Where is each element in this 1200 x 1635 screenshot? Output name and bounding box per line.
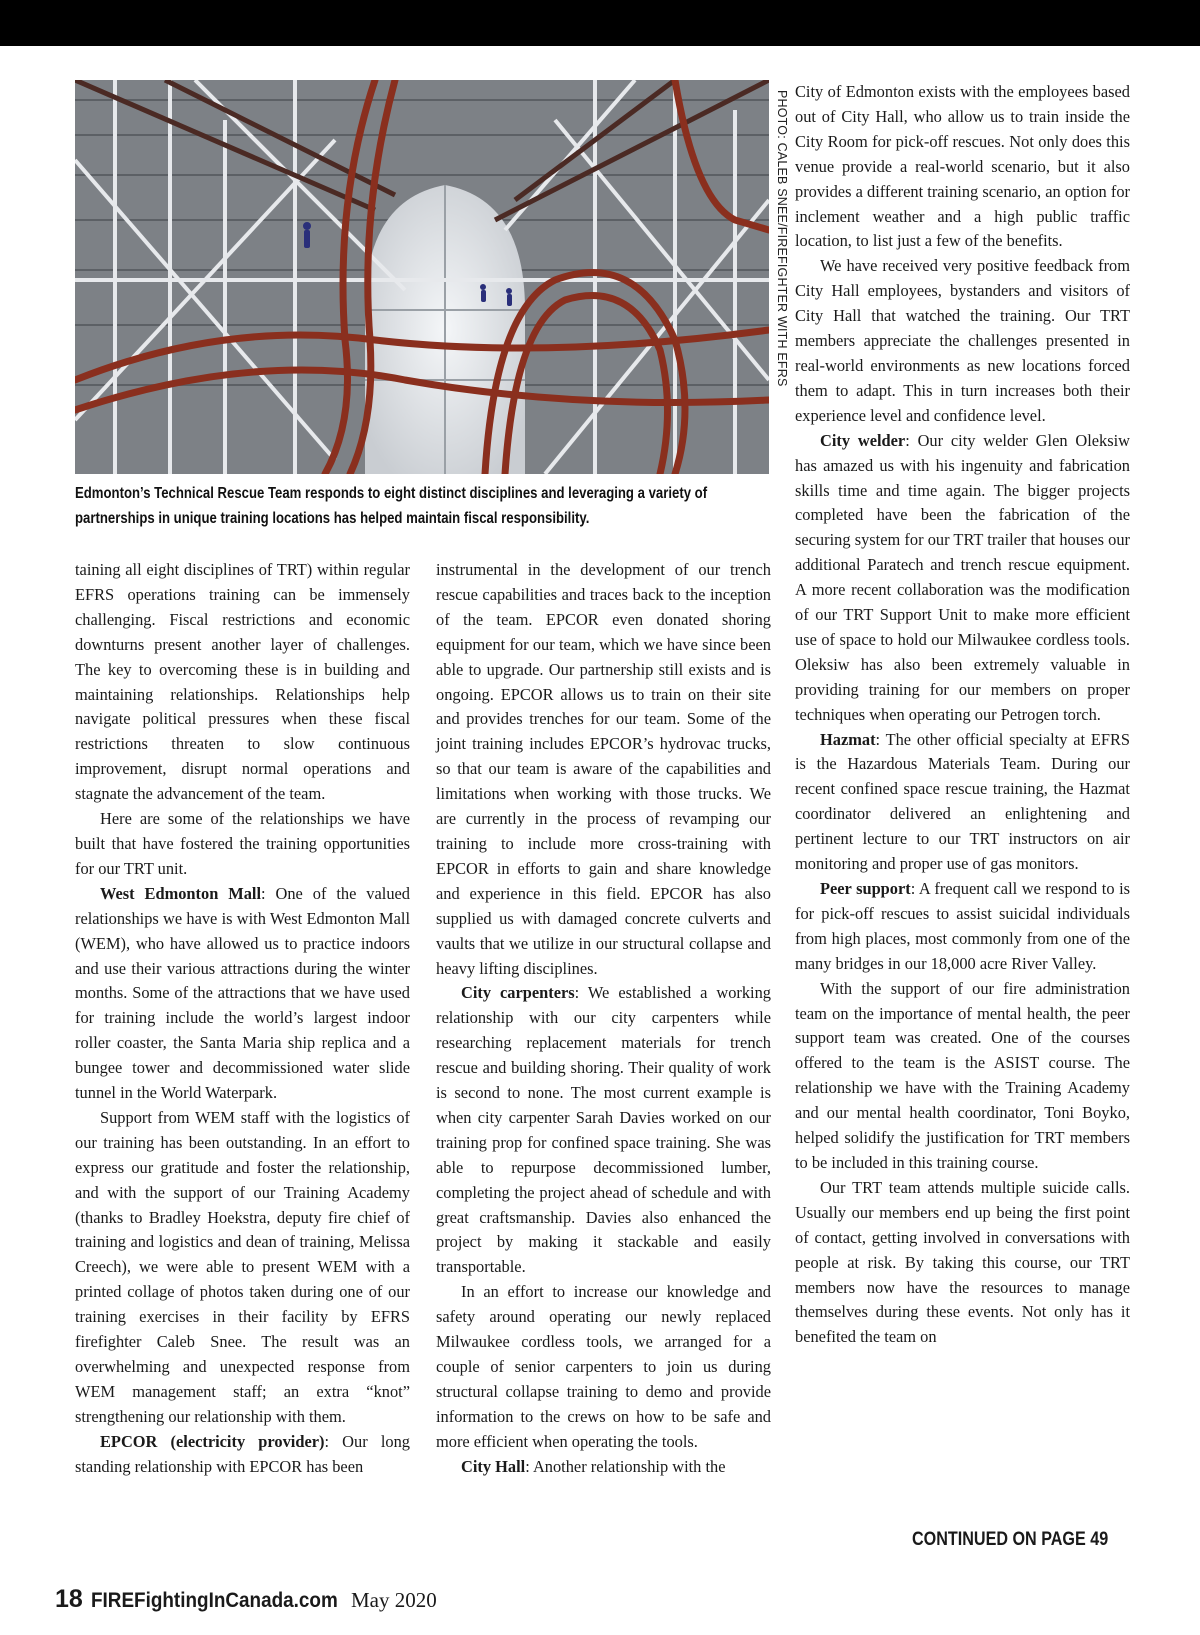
paragraph: City of Edmonton exists with the employees based out of City Hall, who allow us to train inside the City Room for pick-off rescues. Not only does this venue provide a real-world scenario, but it also provides a different training scenario, an option for inclement weather and a high public traffic location, to list just a few of the benefits. <box>795 82 1130 251</box>
paragraph: Here are some of the relationships we have built that have fostered the training opportunities for our TRT unit. <box>75 809 410 878</box>
paragraph: In an effort to increase our knowledge and safety around operating our newly replaced Milwaukee cordless tools, we arranged for a couple of senior carpenters to join us during structural collapse training to demo and provide information to the crews on how to be safe and more efficient when operating the tools. <box>436 1282 771 1451</box>
footer-site: FIREFightingInCanada.com <box>90 1589 338 1612</box>
continued-on-page: CONTINUED ON PAGE 49 <box>912 1529 1109 1550</box>
paragraph: Support from WEM staff with the logistics of our training has been outstanding. In an effort to express our gratitude and foster the relationship, and with the support of our Training Academy (thanks to Bradley Hoekstra, deputy fire chief of training and logistics and dean of training, Melissa Creech), we were able to present WEM with a printed collage of photos taken during one of our training exercises in their facility by EFRS firefighter Caleb Snee. The result was an overwhelming and unexpected response from WEM management staff; an extra “knot” strengthening our relationship with them. <box>75 1107 410 1426</box>
paragraph-text: : We established a working relationship with our city carpenters while researching replacement materials for trench rescue and building shoring. Their quality of work is second to none. The most current example is when city carpenter Sarah Davies worked on our training prop for confined space training. She was able to repurpose decommissioned lumber, completing the project ahead of schedule and with great craftsmanship. Davies also enhanced the project by making it stackable and easily transportable. <box>436 983 771 1277</box>
paragraph: instrumental in the development of our trench rescue capabilities and traces back to the inception of the team. EPCOR even donated shoring equipment for our team, which we have since been able to upgrade. Our partnership still exists and is ongoing. EPCOR allows us to train on their site and provides trenches for our team. Some of the joint training includes EPCOR’s hydrovac trucks, so that our team is aware of the capabilities and limitations when working with those trucks. We are currently in the process of revamping our training to include more cross-training with EPCOR in efforts to gain and share knowledge and experience in this field. EPCOR has also supplied us with damaged concrete culverts and vaults that we utilize in our structural collapse and heavy lifting disciplines. <box>436 560 771 978</box>
photo-credit-text: PHOTO: CALEB SNEE/FIREFIGHTER WITH EFRS <box>775 90 789 387</box>
page-footer <box>55 1585 437 1614</box>
paragraph <box>795 877 1130 977</box>
article-column-2 <box>436 558 771 1480</box>
subhead-epcor: EPCOR (electricity provider) <box>100 1431 325 1451</box>
paragraph-text: : Our city welder Glen Oleksiw has amazed us with his ingenuity and fabrication skills time and time again. The bigger projects completed have been the fabrication of the securing system for our TRT trailer that houses our additional Paratech and trench rescue equipment. A more recent collaboration was the modification of our TRT Support Unit to make more efficient use of space to hold our Milwaukee cordless tools. Oleksiw has also been extremely valuable in providing training for our members on proper techniques when operating our Petrogen torch. <box>795 430 1130 724</box>
paragraph-text: : A frequent call we respond to is for pick-off rescues to assist suicidal individuals from high places, most commonly from one of the many bridges in our 18,000 acre River Valley. <box>795 879 1130 973</box>
subhead-city-hall: City Hall <box>461 1456 526 1476</box>
article-column-1 <box>75 558 410 1480</box>
photo-credit <box>770 80 794 474</box>
photo-caption: Edmonton’s Technical Rescue Team responds to eight distinct disciplines and leveraging a variety of partnerships in unique training locations has helped maintain fiscal responsibility. <box>75 485 708 527</box>
footer-date: May 2020 <box>350 1588 437 1612</box>
paragraph-text: : Another relationship with the <box>525 1456 726 1476</box>
subhead-peer-support: Peer support <box>820 879 911 898</box>
subhead-west-edmonton-mall: West Edmonton Mall <box>100 883 262 903</box>
paragraph-text: : The other official specialty at EFRS is the Hazardous Materials Team. During our recent confined space rescue training, the Hazmat coordinator delivered an enlightening and pertinent lecture to our TRT instructors on air monitoring and proper use of gas monitors. <box>795 729 1130 874</box>
paragraph <box>75 1430 410 1480</box>
subhead-city-carpenters: City carpenters <box>461 983 575 1003</box>
subhead-hazmat: Hazmat <box>820 729 876 749</box>
paragraph-text: : Our long standing relationship with EPCOR has been <box>75 1431 410 1476</box>
paragraph: Our TRT team attends multiple suicide calls. Usually our members end up being the first point of contact, getting involved in conversations with people at risk. By taking this course, our TRT members now have the resources to manage themselves during these events. Not only has it benefited the team on <box>795 1177 1130 1347</box>
top-black-bar <box>0 0 1200 46</box>
paragraph <box>795 429 1130 728</box>
paragraph <box>436 1455 771 1480</box>
paragraph: With the support of our fire administration team on the importance of mental health, the peer support team was created. One of the courses offered to the team is the ASIST course. The relationship we have with the Training Academy and our mental health coordinator, Toni Boyko, helped solidify the justification for TRT members to be included in this training course. <box>795 978 1130 1172</box>
subhead-city-welder: City welder <box>820 430 906 450</box>
roller-coaster-photo <box>75 80 769 474</box>
paragraph <box>75 882 410 1106</box>
paragraph-text: : One of the valued relationships we have is with West Edmonton Mall (WEM), who have allowed us to practice indoors and use their various attractions during the winter months. Some of the attractions that we have used for training include the world’s largest indoor roller coaster, the Santa Maria ship replica and a bungee tower and decommissioned water slide tunnel in the World Waterpark. <box>75 883 410 1103</box>
paragraph <box>436 981 771 1280</box>
page-number: 18 <box>55 1585 83 1613</box>
article-column-3 <box>795 80 1130 1350</box>
paragraph: taining all eight disciplines of TRT) within regular EFRS operations training can be immensely challenging. Fiscal restrictions and economic downturns present another layer of challenges. The key to overcoming these is in building and maintaining relationships. Relationships help navigate political pressures when these fiscal restrictions threaten to slow continuous improvement, disrupt normal operations and stagnate the advancement of the team. <box>75 560 410 804</box>
paragraph <box>795 728 1130 877</box>
paragraph: We have received very positive feedback from City Hall employees, bystanders and visitors of City Hall that watched the training. Our TRT members appreciate the challenges presented in real-world environments as new locations forced them to adapt. This in turn increases both their experience level and confidence level. <box>795 256 1130 425</box>
